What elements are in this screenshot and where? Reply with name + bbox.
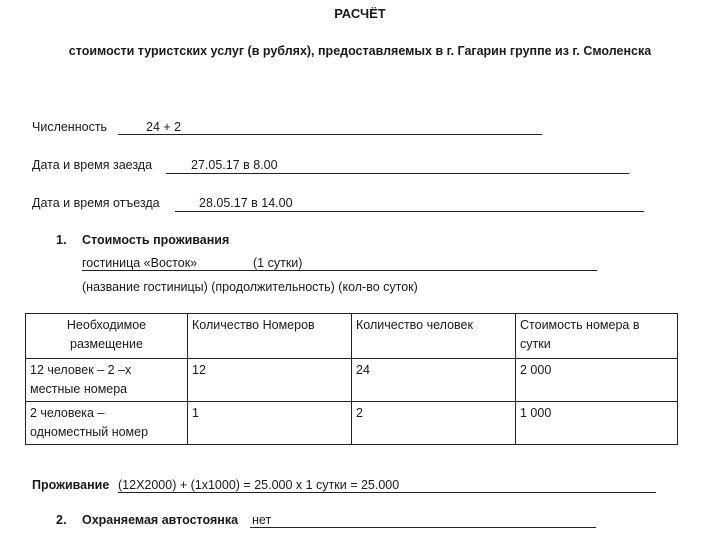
document-title: РАСЧЁТ [334,6,386,21]
accommodation-formula[interactable]: (12Х2000) + (1х1000) = 25.000 х 1 сутки = 25.000 [118,478,400,492]
count-underline [118,134,542,135]
table-header-cell: Стоимость номера в сутки [516,314,678,359]
table-row [26,402,678,445]
departure-label: Дата и время отъезда [32,196,160,210]
table-row [26,359,678,402]
accommodation-underline [118,492,656,493]
count-label: Численность [32,120,108,134]
document-subtitle: стоимости туристских услуг (в рублях), предоставляемых в г. Гагарин группе из г. Смоленска [68,44,652,58]
departure-underline [175,211,644,212]
accommodation-label: Проживание [32,478,110,492]
section1-number: 1. [56,233,67,247]
hotel-name[interactable]: гостиница «Восток» [82,256,198,270]
section1-heading [56,233,229,247]
section2-title: Охраняемая автостоянка [82,513,239,527]
table-cell: 24 [352,359,516,402]
count-row [32,120,107,134]
departure-value[interactable]: 28.05.17 в 14.00 [199,196,293,210]
departure-row [32,196,160,210]
hotel-duration[interactable]: (1 сутки) [253,256,303,270]
hotel-hint: (название гостиницы) (продолжительность) (кол-во суток) [82,280,418,294]
table-cell: 12 [188,359,352,402]
section2-heading [56,513,238,527]
table-cell: 1 000 [516,402,678,445]
table-cell: 1 [188,402,352,445]
table-cell: 2 [352,402,516,445]
table-header-cell: Количество человек [352,314,516,359]
hotel-underline [82,270,597,271]
table-cell: 12 человек – 2 –х местные номера [26,359,188,402]
arrival-label: Дата и время заезда [32,158,153,172]
table-cell: 2 человека – одноместный номер [26,402,188,445]
arrival-value[interactable]: 27.05.17 в 8.00 [191,158,278,172]
arrival-underline [166,173,629,174]
accommodation-table [25,313,678,445]
arrival-row [32,158,152,172]
section2-number: 2. [56,513,67,527]
table-header-row [26,314,678,359]
table-header-cell: Необходимое размещение [26,314,188,359]
count-value[interactable]: 24 + 2 [146,120,182,134]
section1-title: Стоимость проживания [82,233,230,247]
parking-underline [250,527,596,528]
parking-value[interactable]: нет [252,513,272,527]
table-cell: 2 000 [516,359,678,402]
table-header-cell: Количество Номеров [188,314,352,359]
